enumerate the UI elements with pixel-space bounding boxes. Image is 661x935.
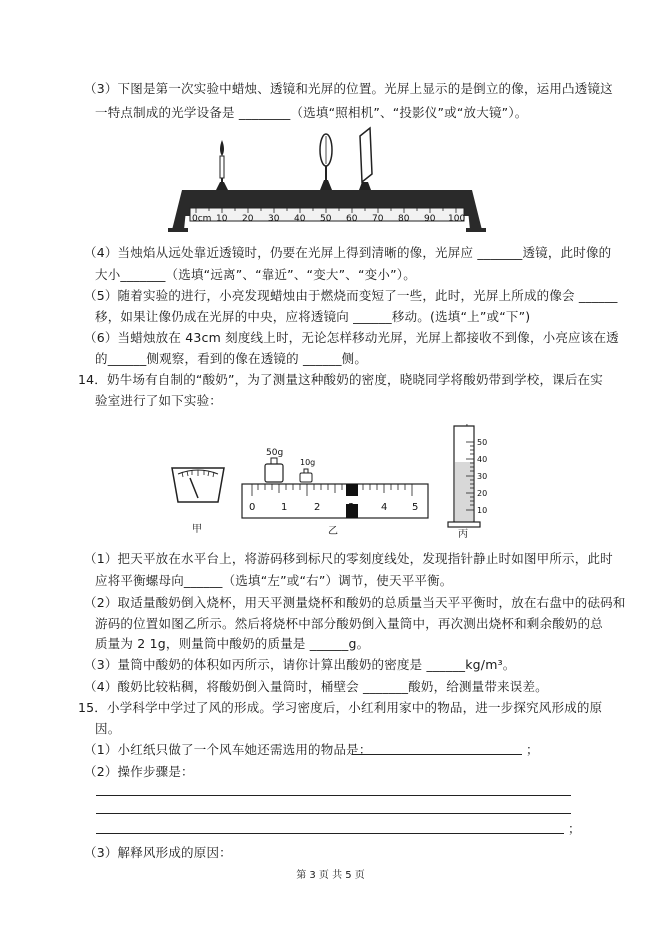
convex-lens bbox=[320, 134, 332, 190]
scale-label-90: 90 bbox=[424, 214, 436, 224]
label-jia: 甲 bbox=[192, 524, 202, 535]
label-yi: 乙 bbox=[328, 526, 338, 537]
q14-intro-line2: 验室进行了如下实验： bbox=[95, 393, 223, 408]
q15-p3: （3）解释风形成的原因： bbox=[84, 845, 232, 860]
weight-10g-label: 10g bbox=[300, 458, 316, 467]
q15-p1-end: ； bbox=[526, 742, 539, 757]
figure-bing-graduated-cylinder bbox=[446, 418, 506, 538]
scale-label-60: 60 bbox=[346, 214, 358, 224]
q13-p6-line2: 的______侧观察，看到的像在透镜的 ______侧。 bbox=[95, 351, 368, 366]
q15-p2-end: ； bbox=[568, 821, 581, 836]
scale-label-80: 80 bbox=[398, 214, 410, 224]
figure-yi-weights-and-ruler bbox=[238, 440, 434, 538]
scale-label-50: 50 bbox=[320, 214, 332, 224]
q14-p2-line2: 游码的位置如图乙所示。然后将烧杯中部分酸奶倒入量筒中，再次测出烧杯和剩余酸奶的总 bbox=[95, 616, 604, 631]
q15-p1: （1）小红纸只做了一个风车她还需选用的物品是： bbox=[84, 742, 372, 757]
q14-p2-line1: （2）取适量酸奶倒入烧杯，用天平测量烧杯和酸奶的总质量当天平平衡时，放在右盘中的砝码和 bbox=[84, 595, 626, 610]
ruler-number-4: 4 bbox=[381, 502, 388, 513]
ruler-number-1: 1 bbox=[281, 502, 288, 513]
scale-label-20: 20 bbox=[242, 214, 254, 224]
scale-label-40: 40 bbox=[294, 214, 306, 224]
q15-intro-line1: 15．小学科学中学过了风的形成。学习密度后，小红利用家中的物品，进一步探究风形成的原 bbox=[78, 700, 603, 715]
bench-right-stand bbox=[466, 190, 482, 230]
q14-p4: （4）酸奶比较粘稠，将酸奶倒入量筒时，桶壁会 _______酸奶，给测量带来误差。 bbox=[84, 679, 548, 694]
weight-50g-label: 50g bbox=[266, 448, 284, 458]
bench-left-stand bbox=[172, 190, 188, 230]
scale-label-0: 0cm bbox=[192, 214, 212, 224]
cylinder-mark-50: 50 bbox=[477, 438, 488, 447]
q13-p5-line1: （5）随着实验的进行，小亮发现蜡烛由于燃烧而变短了一些，此时，光屏上所成的像会 ______ bbox=[84, 288, 618, 303]
q13-p3-line2: 一特点制成的光学设备是 ________（选填“照相机”、“投影仪”或“放大镜”）。 bbox=[95, 105, 528, 120]
cylinder-mark-30: 30 bbox=[477, 472, 488, 481]
q15-p2-answer-line-1 bbox=[96, 795, 571, 796]
weight-50g bbox=[265, 458, 283, 482]
q14-p1-line1: （1）把天平放在水平台上，将游码移到标尺的零刻度线处，发现指针静止时如图甲所示，此时 bbox=[84, 551, 613, 566]
q15-p1-answer-line bbox=[352, 754, 522, 755]
q15-p2: （2）操作步骤是： bbox=[84, 764, 194, 779]
light-screen bbox=[359, 128, 372, 190]
candle bbox=[216, 140, 228, 190]
q13-p3-line1: （3）下图是第一次实验中蜡烛、透镜和光屏的位置。光屏上显示的是倒立的像，运用凸透镜这 bbox=[84, 81, 613, 96]
q13-p5-line2: 移，如果让像仍成在光屏的中央，应将透镜向 ______移动。(选填“上”或“下”) bbox=[95, 309, 531, 324]
figure-jia-balance-pointer bbox=[166, 458, 230, 538]
q13-p6-line1: （6）当蜡烛放在 43cm 刻度线上时，无论怎样移动光屏，光屏上都接收不到像，小亮应该在透 bbox=[84, 330, 619, 345]
ruler-number-5: 5 bbox=[412, 502, 419, 513]
scale-label-100: 100 bbox=[448, 214, 466, 224]
cylinder-mark-40: 40 bbox=[477, 455, 488, 464]
q13-p4-line2: 大小_______（选填“远离”、“靠近”、“变大”、“变小”）。 bbox=[95, 267, 416, 282]
cylinder-mark-20: 20 bbox=[477, 489, 488, 498]
page-footer: 第 3 页 共 5 页 bbox=[296, 870, 365, 881]
scale-label-30: 30 bbox=[268, 214, 280, 224]
q15-p2-answer-line-2 bbox=[96, 813, 571, 814]
ruler-number-0: 0 bbox=[249, 502, 256, 513]
label-bing: 丙 bbox=[458, 529, 468, 538]
q14-p2-line3: 质量为 2 1g，则量筒中酸奶的质量是 ______g。 bbox=[95, 636, 370, 651]
q14-p1-line2: 应将平衡螺母向______（选填“左”或“右”）调节，使天平平衡。 bbox=[95, 573, 453, 588]
balance-rider bbox=[346, 484, 358, 496]
weight-10g bbox=[300, 469, 312, 482]
cylinder-mark-10: 10 bbox=[477, 506, 488, 515]
q13-p4-line1: （4）当烛焰从远处靠近透镜时，仍要在光屏上得到清晰的像，光屏应 _______透镜，此时像的 bbox=[84, 245, 612, 260]
q15-intro-line2: 因。 bbox=[95, 721, 121, 736]
q15-p2-answer-line-3 bbox=[96, 833, 564, 834]
scale-label-10: 10 bbox=[216, 214, 228, 224]
q14-p3: （3）量筒中酸奶的体积如丙所示，请你计算出酸奶的密度是 ______kg/m³。 bbox=[84, 657, 516, 672]
ruler-number-2: 2 bbox=[314, 502, 321, 513]
scale-label-70: 70 bbox=[372, 214, 384, 224]
q14-intro-line1: 14．奶牛场有自制的“酸奶”，为了测量这种酸奶的密度，晓晓同学将酸奶带到学校，课后在实 bbox=[78, 372, 603, 387]
optical-bench-figure bbox=[160, 124, 500, 236]
